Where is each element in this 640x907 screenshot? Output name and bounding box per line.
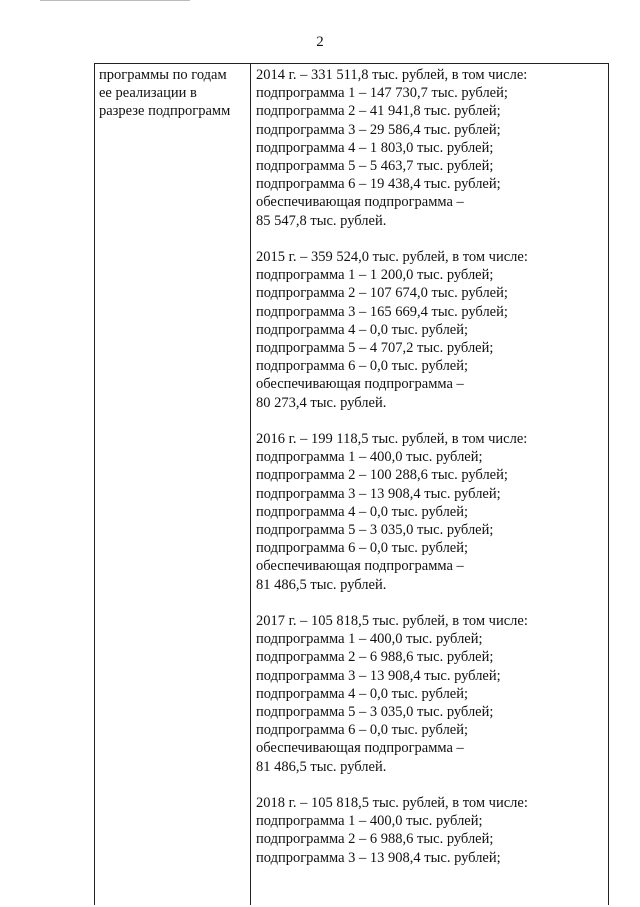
year-total-line: 2016 г. – 199 118,5 тыс. рублей, в том числе: <box>256 431 528 448</box>
subprogram-line: подпрограмма 3 – 13 908,4 тыс. рублей; <box>256 849 501 866</box>
page-number: 2 <box>316 34 324 50</box>
subprogram-line: подпрограмма 3 – 13 908,4 тыс. рублей; <box>256 667 501 684</box>
subprogram-line: подпрограмма 1 – 147 730,7 тыс. рублей; <box>256 85 508 102</box>
subprogram-line: обеспечивающая подпрограмма – <box>256 740 464 757</box>
year-total-line: 2017 г. – 105 818,5 тыс. рублей, в том числе: <box>256 613 528 630</box>
subprogram-line: обеспечивающая подпрограмма – <box>256 558 464 575</box>
subprogram-line: подпрограмма 5 – 4 707,2 тыс. рублей; <box>256 340 494 357</box>
subprogram-line: подпрограмма 4 – 0,0 тыс. рублей; <box>256 685 469 702</box>
subprogram-line: подпрограмма 2 – 100 288,6 тыс. рублей; <box>256 467 508 484</box>
row-label-line: разрезе подпрограмм <box>99 103 231 120</box>
subprogram-line: обеспечивающая подпрограмма – <box>256 376 464 393</box>
subprogram-line: подпрограмма 3 – 13 908,4 тыс. рублей; <box>256 485 501 502</box>
funding-details-cell <box>251 64 608 907</box>
year-block <box>256 430 608 594</box>
subprogram-line: подпрограмма 5 – 3 035,0 тыс. рублей; <box>256 522 494 539</box>
subprogram-line: подпрограмма 4 – 1 803,0 тыс. рублей; <box>256 139 494 156</box>
subprogram-line: 85 547,8 тыс. рублей. <box>256 212 387 229</box>
subprogram-line: подпрограмма 6 – 19 438,4 тыс. рублей; <box>256 176 501 193</box>
funding-table <box>94 63 609 905</box>
subprogram-line: подпрограмма 2 – 6 988,6 тыс. рублей; <box>256 831 494 848</box>
subprogram-line: обеспечивающая подпрограмма – <box>256 194 464 211</box>
subprogram-line: подпрограмма 6 – 0,0 тыс. рублей; <box>256 540 469 557</box>
row-label-line: ее реализации в <box>99 85 197 102</box>
subprogram-line: подпрограмма 1 – 1 200,0 тыс. рублей; <box>256 267 494 284</box>
subprogram-line: подпрограмма 2 – 41 941,8 тыс. рублей; <box>256 103 501 120</box>
row-label-line: программы по годам <box>99 67 227 83</box>
subprogram-line: подпрограмма 6 – 0,0 тыс. рублей; <box>256 722 469 739</box>
year-total-line: 2018 г. – 105 818,5 тыс. рублей, в том числе: <box>256 795 528 812</box>
subprogram-line: подпрограмма 3 – 165 669,4 тыс. рублей; <box>256 303 508 320</box>
subprogram-line: подпрограмма 2 – 6 988,6 тыс. рублей; <box>256 649 494 666</box>
subprogram-line: 81 486,5 тыс. рублей. <box>256 576 387 593</box>
subprogram-line: подпрограмма 5 – 3 035,0 тыс. рублей; <box>256 704 494 721</box>
year-block <box>256 794 608 867</box>
subprogram-line: 80 273,4 тыс. рублей. <box>256 394 387 411</box>
subprogram-line: подпрограмма 1 – 400,0 тыс. рублей; <box>256 813 483 830</box>
subprogram-line: подпрограмма 5 – 5 463,7 тыс. рублей; <box>256 158 494 175</box>
scan-edge-line <box>40 0 190 1</box>
year-block <box>256 612 608 776</box>
year-block <box>256 66 608 230</box>
subprogram-line: подпрограмма 2 – 107 674,0 тыс. рублей; <box>256 285 508 302</box>
year-total-line: 2015 г. – 359 524,0 тыс. рублей, в том числе: <box>256 249 528 266</box>
row-label-cell <box>95 64 251 905</box>
subprogram-line: подпрограмма 1 – 400,0 тыс. рублей; <box>256 449 483 466</box>
year-total-line: 2014 г. – 331 511,8 тыс. рублей, в том числе: <box>256 67 528 83</box>
subprogram-line: подпрограмма 1 – 400,0 тыс. рублей; <box>256 631 483 648</box>
year-block <box>256 248 608 412</box>
subprogram-line: подпрограмма 4 – 0,0 тыс. рублей; <box>256 503 469 520</box>
subprogram-line: подпрограмма 3 – 29 586,4 тыс. рублей; <box>256 121 501 138</box>
subprogram-line: 81 486,5 тыс. рублей. <box>256 758 387 775</box>
subprogram-line: подпрограмма 4 – 0,0 тыс. рублей; <box>256 321 469 338</box>
subprogram-line: подпрограмма 6 – 0,0 тыс. рублей; <box>256 358 469 375</box>
